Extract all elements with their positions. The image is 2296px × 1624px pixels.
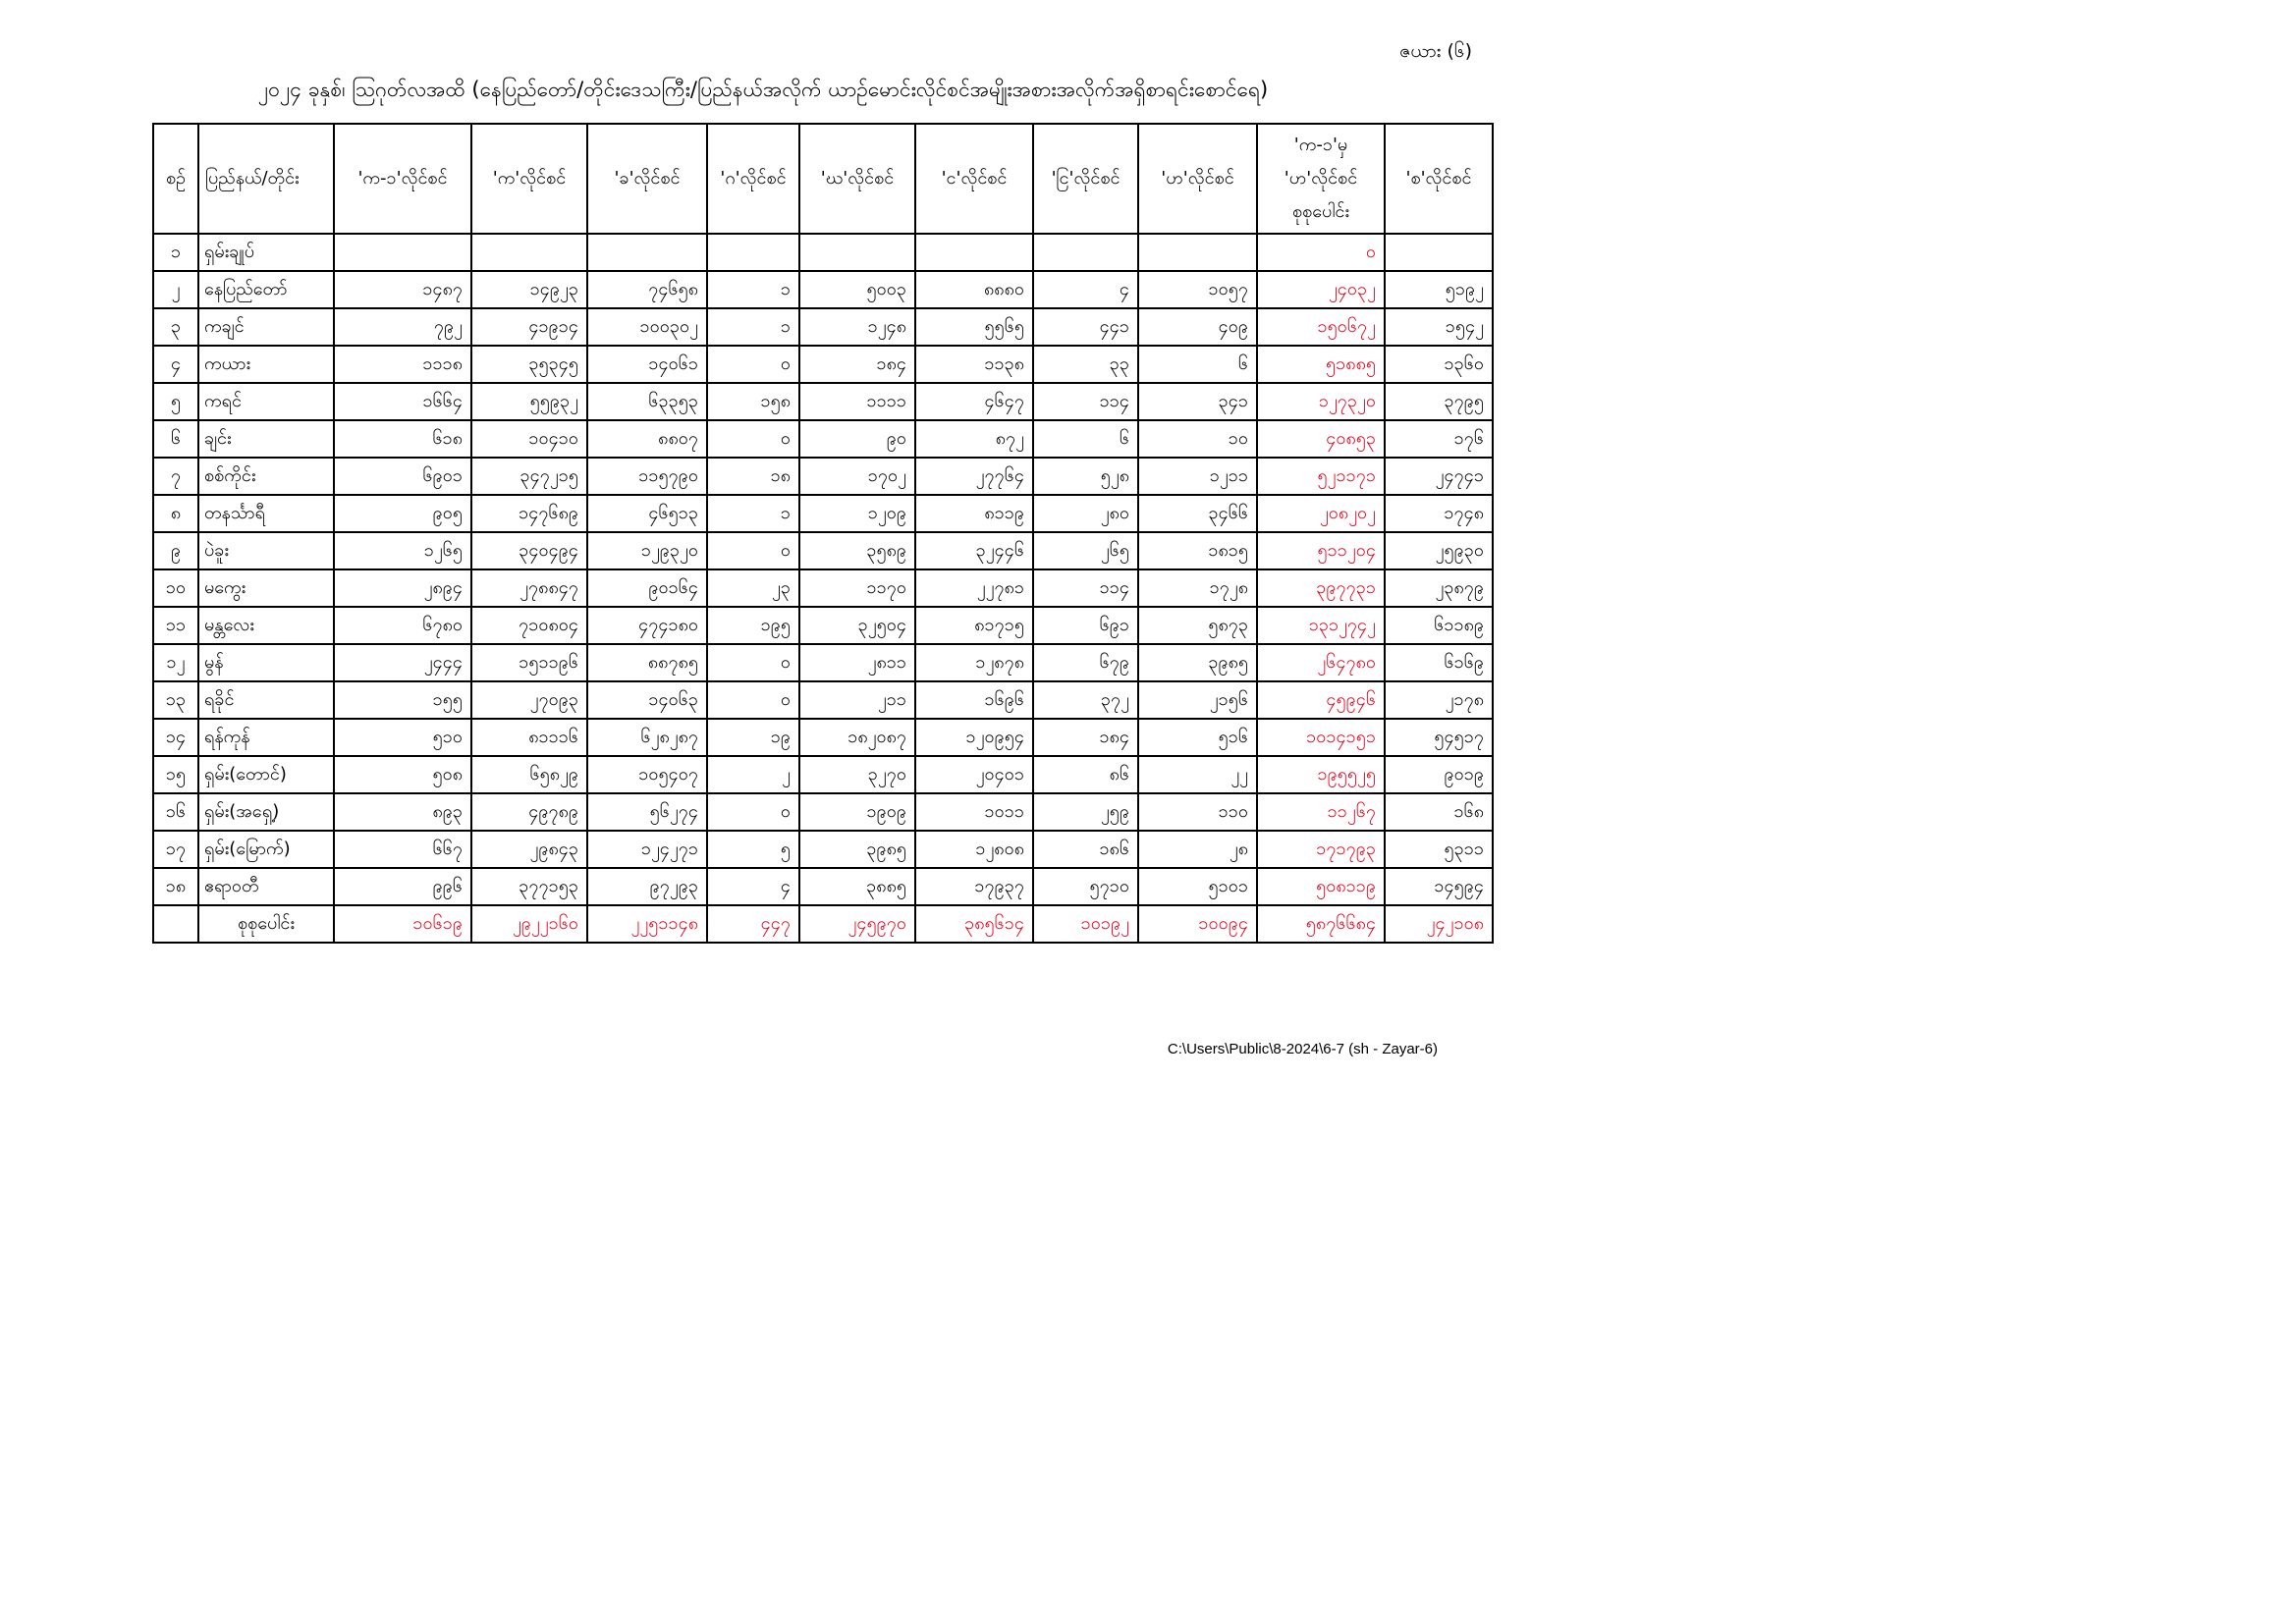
table-row (153, 420, 1493, 458)
cell-license-ka: ၇၁၀၈၀၄ (471, 607, 587, 644)
cell-serial-no: ၁ (153, 234, 198, 271)
cell-license-gha: ၁၂၀၉ (799, 495, 915, 532)
cell-license-sa: ၂၄၇၄၁ (1385, 458, 1493, 495)
cell-serial-no: ၁၅ (153, 756, 198, 793)
table-header-row (153, 124, 1493, 234)
cell-region-name: မွန် (198, 644, 334, 681)
cell-license-nga: ၁၆၉၆ (915, 681, 1033, 719)
cell-license-ka1: ၂၈၉၄ (334, 569, 471, 607)
cell-license-gha: ၁၇၀၂ (799, 458, 915, 495)
header-serial-no: စဉ် (153, 124, 198, 234)
cell-total-ka1-to-ha: ၂၆၄၇၈၀ (1257, 644, 1385, 681)
cell-license-nga1: ၃၇၂ (1033, 681, 1138, 719)
cell-region-name: နေပြည်တော် (198, 271, 334, 308)
cell-license-ga: ၁ (707, 495, 799, 532)
cell-total-ka1-to-ha: ၂၄၀၃၂ (1257, 271, 1385, 308)
cell-license-ha: ၅၁၆ (1138, 719, 1257, 756)
cell-license-ga: ၀ (707, 681, 799, 719)
cell-total-ka1-to-ha: ၁၉၅၅၂၅ (1257, 756, 1385, 793)
cell-license-kha: ၆၃၃၅၃ (587, 383, 707, 420)
table-number-label: ဇယား (၆) (1399, 40, 1472, 62)
cell-serial-no: ၁၀ (153, 569, 198, 607)
table-row (153, 383, 1493, 420)
cell-license-kha: ၁၂၉၃၂၀ (587, 532, 707, 569)
cell-license-ha: ၂၈ (1138, 831, 1257, 868)
cell-license-ga: ၁ (707, 308, 799, 346)
cell-license-nga1: ၂၆၅ (1033, 532, 1138, 569)
header-license-kha: 'ခ'လိုင်စင် (587, 124, 707, 234)
cell-license-nga1: ၄ (1033, 271, 1138, 308)
cell-license-nga: ၄၆၄၇ (915, 383, 1033, 420)
cell-license-kha: ၁၀၅၄၀၇ (587, 756, 707, 793)
cell-region-name: ကရင် (198, 383, 334, 420)
cell-serial-no: ၁၂ (153, 644, 198, 681)
cell-total-ka1-to-ha: ၂၀၈၂၀၂ (1257, 495, 1385, 532)
cell-license-sa: ၅၃၁၁ (1385, 831, 1493, 868)
cell-license-kha: ၁၂၄၂၇၁ (587, 831, 707, 868)
cell-license-ha: ၁၂၁၁ (1138, 458, 1257, 495)
cell-license-ha: ၄၀၉ (1138, 308, 1257, 346)
cell-serial-no: ၁၆ (153, 793, 198, 831)
table-row (153, 644, 1493, 681)
cell-license-ka1: ၉၀၅ (334, 495, 471, 532)
table-row (153, 793, 1493, 831)
cell-license-ga: ၂ (707, 756, 799, 793)
cell-license-nga: ၁၂၈၀၈ (915, 831, 1033, 868)
cell-license-sa: ၅၁၉၂ (1385, 271, 1493, 308)
cell-serial-no: ၃ (153, 308, 198, 346)
cell-license-nga: ၅၅၆၅ (915, 308, 1033, 346)
cell-license-nga1: ၆ (1033, 420, 1138, 458)
cell-region-name: ရှမ်း(တောင်) (198, 756, 334, 793)
cell-license-kha: ၈၈၀၇ (587, 420, 707, 458)
cell-license-nga1: ၁၈၄ (1033, 719, 1138, 756)
cell-license-ga: ၁၉၅ (707, 607, 799, 644)
cell-license-gha: ၁၈၄ (799, 346, 915, 383)
cell-license-ka: ၄၁၉၁၄ (471, 308, 587, 346)
table-row (153, 532, 1493, 569)
cell-license-ka: ၃၄၀၄၉၄ (471, 532, 587, 569)
grand-total-ga: ၄၄၇ (707, 905, 799, 943)
cell-license-ga: ၀ (707, 532, 799, 569)
cell-license-kha: ၉၀၁၆၄ (587, 569, 707, 607)
cell-serial-no: ၈ (153, 495, 198, 532)
cell-license-ga: ၁၉ (707, 719, 799, 756)
header-license-nga: 'င'လိုင်စင် (915, 124, 1033, 234)
license-statistics-table (152, 123, 1494, 944)
table-row (153, 495, 1493, 532)
cell-serial-no: ၇ (153, 458, 198, 495)
table-body (153, 234, 1493, 905)
cell-license-nga1: ၅၂၈ (1033, 458, 1138, 495)
cell-license-nga: ၈၇၂ (915, 420, 1033, 458)
cell-license-ka1: ၆၁၈ (334, 420, 471, 458)
cell-license-sa: ၁၄၅၉၄ (1385, 868, 1493, 905)
table-row (153, 719, 1493, 756)
table-row (153, 271, 1493, 308)
cell-region-name: ရှမ်း(အရှေ့) (198, 793, 334, 831)
table-row (153, 346, 1493, 383)
cell-license-sa: ၂၁၇၈ (1385, 681, 1493, 719)
cell-license-nga (915, 234, 1033, 271)
cell-license-kha: ၄၇၄၁၈၀ (587, 607, 707, 644)
cell-license-ka: ၂၉၈၄၃ (471, 831, 587, 868)
cell-license-gha: ၃၂၅၀၄ (799, 607, 915, 644)
cell-license-gha: ၁၈၂၀၈၇ (799, 719, 915, 756)
cell-license-nga: ၂၀၄၀၁ (915, 756, 1033, 793)
cell-license-ga: ၀ (707, 346, 799, 383)
header-license-gha: 'ဃ'လိုင်စင် (799, 124, 915, 234)
table-row (153, 756, 1493, 793)
cell-license-nga1: ၁၈၆ (1033, 831, 1138, 868)
table-row (153, 308, 1493, 346)
cell-license-nga: ၁၂၈၇၈ (915, 644, 1033, 681)
cell-license-nga1: ၂၅၉ (1033, 793, 1138, 831)
grand-total-nga1: ၁၀၁၉၂ (1033, 905, 1138, 943)
cell-license-sa: ၂၅၉၃၀ (1385, 532, 1493, 569)
cell-license-sa: ၁၆၈ (1385, 793, 1493, 831)
cell-license-nga1: ၄၄၁ (1033, 308, 1138, 346)
cell-region-name: ရှမ်း(မြောက်) (198, 831, 334, 868)
cell-serial-no: ၄ (153, 346, 198, 383)
cell-license-ka: ၁၀၄၁၀ (471, 420, 587, 458)
cell-license-kha: ၉၇၂၉၃ (587, 868, 707, 905)
cell-license-gha: ၁၁၇၀ (799, 569, 915, 607)
cell-license-ha: ၂၁၅၆ (1138, 681, 1257, 719)
cell-license-ka: ၃၇၇၁၅၃ (471, 868, 587, 905)
cell-total-ka1-to-ha: ၅၀၈၁၁၉ (1257, 868, 1385, 905)
cell-license-nga: ၃၂၄၄၆ (915, 532, 1033, 569)
grand-total-gha: ၂၄၅၉၇၀ (799, 905, 915, 943)
cell-region-name: ရန်ကုန် (198, 719, 334, 756)
cell-license-ka1: ၁၄၈၇ (334, 271, 471, 308)
cell-license-sa (1385, 234, 1493, 271)
grand-total-all: ၅၈၇၆၆၈၄ (1257, 905, 1385, 943)
cell-license-kha: ၁၄၀၆၁ (587, 346, 707, 383)
cell-license-ha: ၁၈၁၅ (1138, 532, 1257, 569)
table-row (153, 569, 1493, 607)
header-license-nga1: 'ငြ'လိုင်စင် (1033, 124, 1138, 234)
header-license-ga: 'ဂ'လိုင်စင် (707, 124, 799, 234)
file-path-footer: C:\Users\Public\8-2024\6-7 (sh - Zayar-6) (1167, 1041, 1438, 1057)
cell-license-nga: ၈၈၈၀ (915, 271, 1033, 308)
cell-license-nga1: ၂၈၀ (1033, 495, 1138, 532)
cell-license-sa: ၁၅၄၂ (1385, 308, 1493, 346)
cell-license-sa: ၅၄၅၁၇ (1385, 719, 1493, 756)
cell-license-ka: ၃၄၇၂၁၅ (471, 458, 587, 495)
cell-license-nga: ၈၁၁၉ (915, 495, 1033, 532)
cell-region-name: တနင်္သာရီ (198, 495, 334, 532)
cell-license-kha: ၆၂၈၂၈၇ (587, 719, 707, 756)
cell-license-ga: ၀ (707, 644, 799, 681)
cell-license-nga: ၁၁၃၈ (915, 346, 1033, 383)
cell-license-ha: ၃၉၈၅ (1138, 644, 1257, 681)
cell-license-gha: ၂၈၁၁ (799, 644, 915, 681)
cell-license-ka: ၃၅၃၄၅ (471, 346, 587, 383)
cell-license-ga (707, 234, 799, 271)
cell-license-kha (587, 234, 707, 271)
cell-total-ka1-to-ha: ၅၁၁၂၀၄ (1257, 532, 1385, 569)
header-total-line-2: 'ဟ'လိုင်စင် (1284, 168, 1358, 189)
cell-license-sa: ၆၁၁၈၉ (1385, 607, 1493, 644)
cell-total-ka1-to-ha: ၁၇၁၇၉၃ (1257, 831, 1385, 868)
cell-license-ka1: ၁၆၆၄ (334, 383, 471, 420)
cell-license-nga: ၁၇၉၃၇ (915, 868, 1033, 905)
cell-license-ka: ၂၇၈၈၄၇ (471, 569, 587, 607)
header-license-ha: 'ဟ'လိုင်စင် (1138, 124, 1257, 234)
cell-license-nga: ၈၁၇၁၅ (915, 607, 1033, 644)
cell-region-name: ပဲခူး (198, 532, 334, 569)
cell-license-ga: ၂၃ (707, 569, 799, 607)
cell-license-nga1: ၆၉၁ (1033, 607, 1138, 644)
cell-license-ha: ၆ (1138, 346, 1257, 383)
cell-license-nga1 (1033, 234, 1138, 271)
grand-total-sa: ၂၄၂၁၀၈ (1385, 905, 1493, 943)
cell-total-ka1-to-ha: ၀ (1257, 234, 1385, 271)
grand-total-label: စုစုပေါင်း (198, 905, 334, 943)
cell-license-gha: ၃၅၈၉ (799, 532, 915, 569)
table-row (153, 681, 1493, 719)
cell-license-ka1: ၆၇၈၀ (334, 607, 471, 644)
cell-license-ha: ၁၀၅၇ (1138, 271, 1257, 308)
cell-license-ga: ၁၈ (707, 458, 799, 495)
header-total-line-1: 'က-၁'မှ (1293, 135, 1348, 155)
cell-total-ka1-to-ha: ၁၂၇၃၂၀ (1257, 383, 1385, 420)
cell-license-nga1: ၈၆ (1033, 756, 1138, 793)
cell-license-ka1 (334, 234, 471, 271)
header-total-line-3: စုစုပေါင်း (1292, 201, 1349, 222)
cell-license-ka: ၁၄၉၂၃ (471, 271, 587, 308)
cell-license-ka: ၁၄၇၆၈၉ (471, 495, 587, 532)
header-license-sa: 'စ'လိုင်စင် (1385, 124, 1493, 234)
cell-license-ga: ၁၅၈ (707, 383, 799, 420)
table-row (153, 868, 1493, 905)
cell-license-gha: ၃၉၈၅ (799, 831, 915, 868)
cell-license-ga: ၄ (707, 868, 799, 905)
cell-license-sa: ၆၁၆၉ (1385, 644, 1493, 681)
table-row (153, 458, 1493, 495)
cell-license-ga: ၁ (707, 271, 799, 308)
cell-license-kha: ၈၈၇၈၅ (587, 644, 707, 681)
cell-license-gha: ၁၂၄၈ (799, 308, 915, 346)
cell-license-gha: ၂၁၁ (799, 681, 915, 719)
cell-license-sa: ၁၇၄၈ (1385, 495, 1493, 532)
cell-serial-no: ၁၃ (153, 681, 198, 719)
cell-license-kha: ၄၆၅၁၃ (587, 495, 707, 532)
cell-license-nga1: ၃၃ (1033, 346, 1138, 383)
cell-license-kha: ၁၄၀၆၃ (587, 681, 707, 719)
cell-license-ha: ၅၈၇၃ (1138, 607, 1257, 644)
cell-license-ka1: ၆၉၀၁ (334, 458, 471, 495)
cell-license-nga: ၂၂၇၈၁ (915, 569, 1033, 607)
cell-serial-no: ၅ (153, 383, 198, 420)
cell-region-name: ချင်း (198, 420, 334, 458)
table-row (153, 607, 1493, 644)
cell-serial-no: ၁၄ (153, 719, 198, 756)
cell-license-ga: ၀ (707, 793, 799, 831)
cell-license-kha: ၇၄၆၅၈ (587, 271, 707, 308)
header-total-ka1-to-ha (1257, 124, 1385, 234)
cell-license-ha: ၃၄၆၆ (1138, 495, 1257, 532)
grand-total-ka: ၂၉၂၂၁၆၀ (471, 905, 587, 943)
cell-total-ka1-to-ha: ၄၅၉၄၆ (1257, 681, 1385, 719)
cell-serial-no: ၁၁ (153, 607, 198, 644)
cell-license-ka: ၁၅၁၁၉၆ (471, 644, 587, 681)
cell-total-ka1-to-ha: ၁၃၁၂၇၄၂ (1257, 607, 1385, 644)
cell-license-ha: ၃၄၁ (1138, 383, 1257, 420)
cell-license-nga: ၁၂၀၉၅၄ (915, 719, 1033, 756)
cell-license-kha: ၅၆၂၇၄ (587, 793, 707, 831)
cell-license-gha: ၃၂၇၀ (799, 756, 915, 793)
grand-total-row (153, 905, 1493, 943)
header-region: ပြည်နယ်/တိုင်း (198, 124, 334, 234)
cell-license-ga: ၅ (707, 831, 799, 868)
cell-region-name: ရှမ်းချုပ် (198, 234, 334, 271)
cell-license-gha: ၅၀၀၃ (799, 271, 915, 308)
cell-license-ka1: ၉၉၆ (334, 868, 471, 905)
grand-total-ka1: ၁၀၆၁၉ (334, 905, 471, 943)
cell-license-gha: ၁၁၁၁ (799, 383, 915, 420)
cell-total-ka1-to-ha: ၁၀၁၄၁၅၁ (1257, 719, 1385, 756)
cell-license-ka: ၈၁၁၁၆ (471, 719, 587, 756)
cell-license-ka1: ၇၉၂ (334, 308, 471, 346)
cell-license-ka1: ၁၁၁၈ (334, 346, 471, 383)
cell-license-ka1: ၂၄၄၄ (334, 644, 471, 681)
cell-license-sa: ၃၇၉၅ (1385, 383, 1493, 420)
cell-total-ka1-to-ha: ၄၀၈၅၃ (1257, 420, 1385, 458)
cell-license-ka (471, 234, 587, 271)
cell-license-nga1: ၆၇၉ (1033, 644, 1138, 681)
cell-license-nga1: ၅၇၁၀ (1033, 868, 1138, 905)
cell-license-ha: ၁၀ (1138, 420, 1257, 458)
cell-license-ka: ၆၅၈၂၉ (471, 756, 587, 793)
cell-license-ka: ၂၇၀၉၃ (471, 681, 587, 719)
cell-license-sa: ၁၇၆ (1385, 420, 1493, 458)
cell-license-ka1: ၅၀၈ (334, 756, 471, 793)
cell-license-nga1: ၁၁၄ (1033, 569, 1138, 607)
cell-serial-no: ၉ (153, 532, 198, 569)
cell-total-ka1-to-ha: ၃၉၇၇၃၁ (1257, 569, 1385, 607)
cell-total-ka1-to-ha: ၁၅၀၆၇၂ (1257, 308, 1385, 346)
cell-license-ka1: ၅၁၀ (334, 719, 471, 756)
cell-total-ka1-to-ha: ၅၂၁၁၇၁ (1257, 458, 1385, 495)
cell-license-kha: ၁၁၅၇၉၀ (587, 458, 707, 495)
cell-license-ga: ၀ (707, 420, 799, 458)
grand-total-kha: ၂၂၅၁၁၄၈ (587, 905, 707, 943)
cell-region-name: မန္တလေး (198, 607, 334, 644)
cell-serial-no: ၁၇ (153, 831, 198, 868)
table-row (153, 234, 1493, 271)
header-license-ka1: 'က-၁'လိုင်စင် (334, 124, 471, 234)
cell-license-sa: ၂၃၈၇၉ (1385, 569, 1493, 607)
cell-license-ka1: ၁၂၆၅ (334, 532, 471, 569)
cell-serial-no: ၂ (153, 271, 198, 308)
cell-serial-no: ၆ (153, 420, 198, 458)
grand-total-ha: ၁၀၀၉၄ (1138, 905, 1257, 943)
cell-region-name: ဧရာဝတီ (198, 868, 334, 905)
table-row (153, 831, 1493, 868)
cell-region-name: ကယား (198, 346, 334, 383)
cell-license-nga1: ၁၁၄ (1033, 383, 1138, 420)
cell-license-sa: ၁၃၆၀ (1385, 346, 1493, 383)
cell-total-ka1-to-ha: ၁၁၂၆၇ (1257, 793, 1385, 831)
cell-license-ha: ၅၁၀၁ (1138, 868, 1257, 905)
cell-license-nga: ၂၇၇၆၄ (915, 458, 1033, 495)
page-title: ၂၀၂၄ ခုနှစ်၊ ဩဂုတ်လအထိ (နေပြည်တော်/တိုင်းဒေသကြီး/ပြည်နယ်အလိုက် ယာဉ်မောင်းလိုင်စင်အမျိုးအစားအလိုက်အရှိစာရင်းစောင်ရေ) (257, 78, 1269, 101)
header-license-ka: 'က'လိုင်စင် (471, 124, 587, 234)
cell-license-ha (1138, 234, 1257, 271)
cell-license-ka1: ၆၆၇ (334, 831, 471, 868)
cell-license-ka: ၅၅၉၃၂ (471, 383, 587, 420)
cell-license-kha: ၁၀၀၃၀၂ (587, 308, 707, 346)
cell-region-name: စစ်ကိုင်း (198, 458, 334, 495)
cell-license-ha: ၁၁၀ (1138, 793, 1257, 831)
cell-license-nga: ၁၀၁၁ (915, 793, 1033, 831)
cell-region-name: ရခိုင် (198, 681, 334, 719)
cell-license-gha: ၃၈၈၅ (799, 868, 915, 905)
grand-total-nga: ၃၈၅၆၁၄ (915, 905, 1033, 943)
cell-region-name: မကွေး (198, 569, 334, 607)
cell-license-ha: ၁၇၂၈ (1138, 569, 1257, 607)
cell-license-ha: ၂၂ (1138, 756, 1257, 793)
cell-serial-no: ၁၈ (153, 868, 198, 905)
cell-license-gha: ၉၀ (799, 420, 915, 458)
cell-license-ka: ၄၉၇၈၉ (471, 793, 587, 831)
cell-license-sa: ၉၀၁၉ (1385, 756, 1493, 793)
cell-region-name: ကချင် (198, 308, 334, 346)
cell-license-ka1: ၈၉၃ (334, 793, 471, 831)
cell-license-gha: ၁၉၀၉ (799, 793, 915, 831)
cell-total-ka1-to-ha: ၅၁၈၈၅ (1257, 346, 1385, 383)
cell-license-ka1: ၁၅၅ (334, 681, 471, 719)
cell-license-gha (799, 234, 915, 271)
